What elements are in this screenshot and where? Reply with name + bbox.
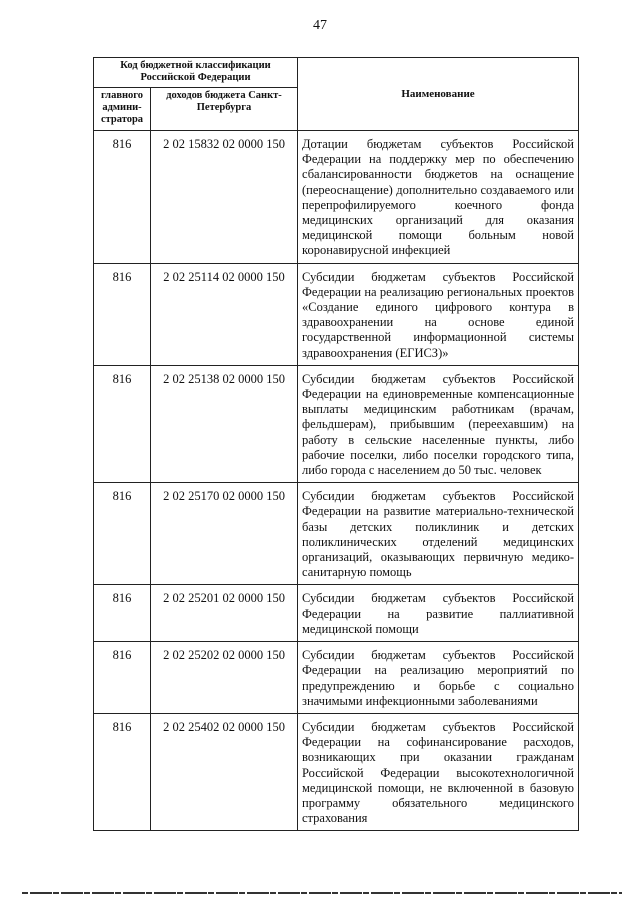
header-revenue: доходов бюджета Санкт-Петербурга: [151, 88, 298, 131]
name-cell: Субсидии бюджетам субъектов Российской Федерации на развитие паллиативной медицинской помощи: [298, 585, 579, 642]
admin-code-cell: 816: [94, 365, 151, 482]
page-number: 47: [313, 18, 327, 33]
revenue-code-cell: 2 02 25201 02 0000 150: [151, 585, 298, 642]
table-row: [94, 263, 579, 365]
admin-code-cell: 816: [94, 585, 151, 642]
admin-code-cell: 816: [94, 713, 151, 830]
admin-code-cell: 816: [94, 483, 151, 585]
header-classification-code: Код бюджетной классификации Российской Федерации: [94, 58, 298, 88]
name-cell: Субсидии бюджетам субъектов Российской Федерации на реализацию мероприятий по предупреждению и борьбе с социально значимыми инфекционными заболеваниями: [298, 642, 579, 714]
table-row: [94, 131, 579, 264]
revenue-code-cell: 2 02 15832 02 0000 150: [151, 131, 298, 264]
name-cell: Субсидии бюджетам субъектов Российской Федерации на единовременные компенсационные выплаты медицинским работникам (врачам, фельдшерам), прибывшим (переехавшим) на работу в сельские населенные пункты, либо рабочие поселки, либо поселки городского типа, либо города с населением до 50 тыс. человек: [298, 365, 579, 482]
table-row: [94, 585, 579, 642]
revenue-code-cell: 2 02 25114 02 0000 150: [151, 263, 298, 365]
budget-classification-table: [93, 57, 579, 831]
table-row: [94, 365, 579, 482]
header-name: Наименование: [298, 58, 579, 131]
admin-code-cell: 816: [94, 263, 151, 365]
table-row: [94, 483, 579, 585]
revenue-code-cell: 2 02 25402 02 0000 150: [151, 713, 298, 830]
revenue-code-cell: 2 02 25138 02 0000 150: [151, 365, 298, 482]
name-cell: Субсидии бюджетам субъектов Российской Федерации на реализацию региональных проектов «Создание единого цифрового контура в здравоохранении на основе единой государственной информационной системы здравоохранения (ЕГИСЗ)»: [298, 263, 579, 365]
table-row: [94, 642, 579, 714]
name-cell: Субсидии бюджетам субъектов Российской Федерации на софинансирование расходов, возникающих при оказании гражданам Российской Федерации высокотехнологичной медицинской помощи, не включенной в базовую программу обязательного медицинского страхования: [298, 713, 579, 830]
revenue-code-cell: 2 02 25170 02 0000 150: [151, 483, 298, 585]
name-cell: Субсидии бюджетам субъектов Российской Федерации на развитие материально-технической базы детских поликлиник и детских поликлинических отделений медицинских организаций, оказывающих первичную медико-санитарную помощь: [298, 483, 579, 585]
header-admin: главного админи-стратора: [94, 88, 151, 131]
revenue-code-cell: 2 02 25202 02 0000 150: [151, 642, 298, 714]
table-row: [94, 713, 579, 830]
admin-code-cell: 816: [94, 642, 151, 714]
name-cell: Дотации бюджетам субъектов Российской Федерации на поддержку мер по обеспечению сбалансированности бюджетов на оснащение (переоснащение) дополнительно создаваемого или перепрофилируемого коечного фонда медицинских организаций для оказания медицинской помощи больным новой коронавирусной инфекцией: [298, 131, 579, 264]
scan-edge-line: [22, 892, 622, 894]
admin-code-cell: 816: [94, 131, 151, 264]
